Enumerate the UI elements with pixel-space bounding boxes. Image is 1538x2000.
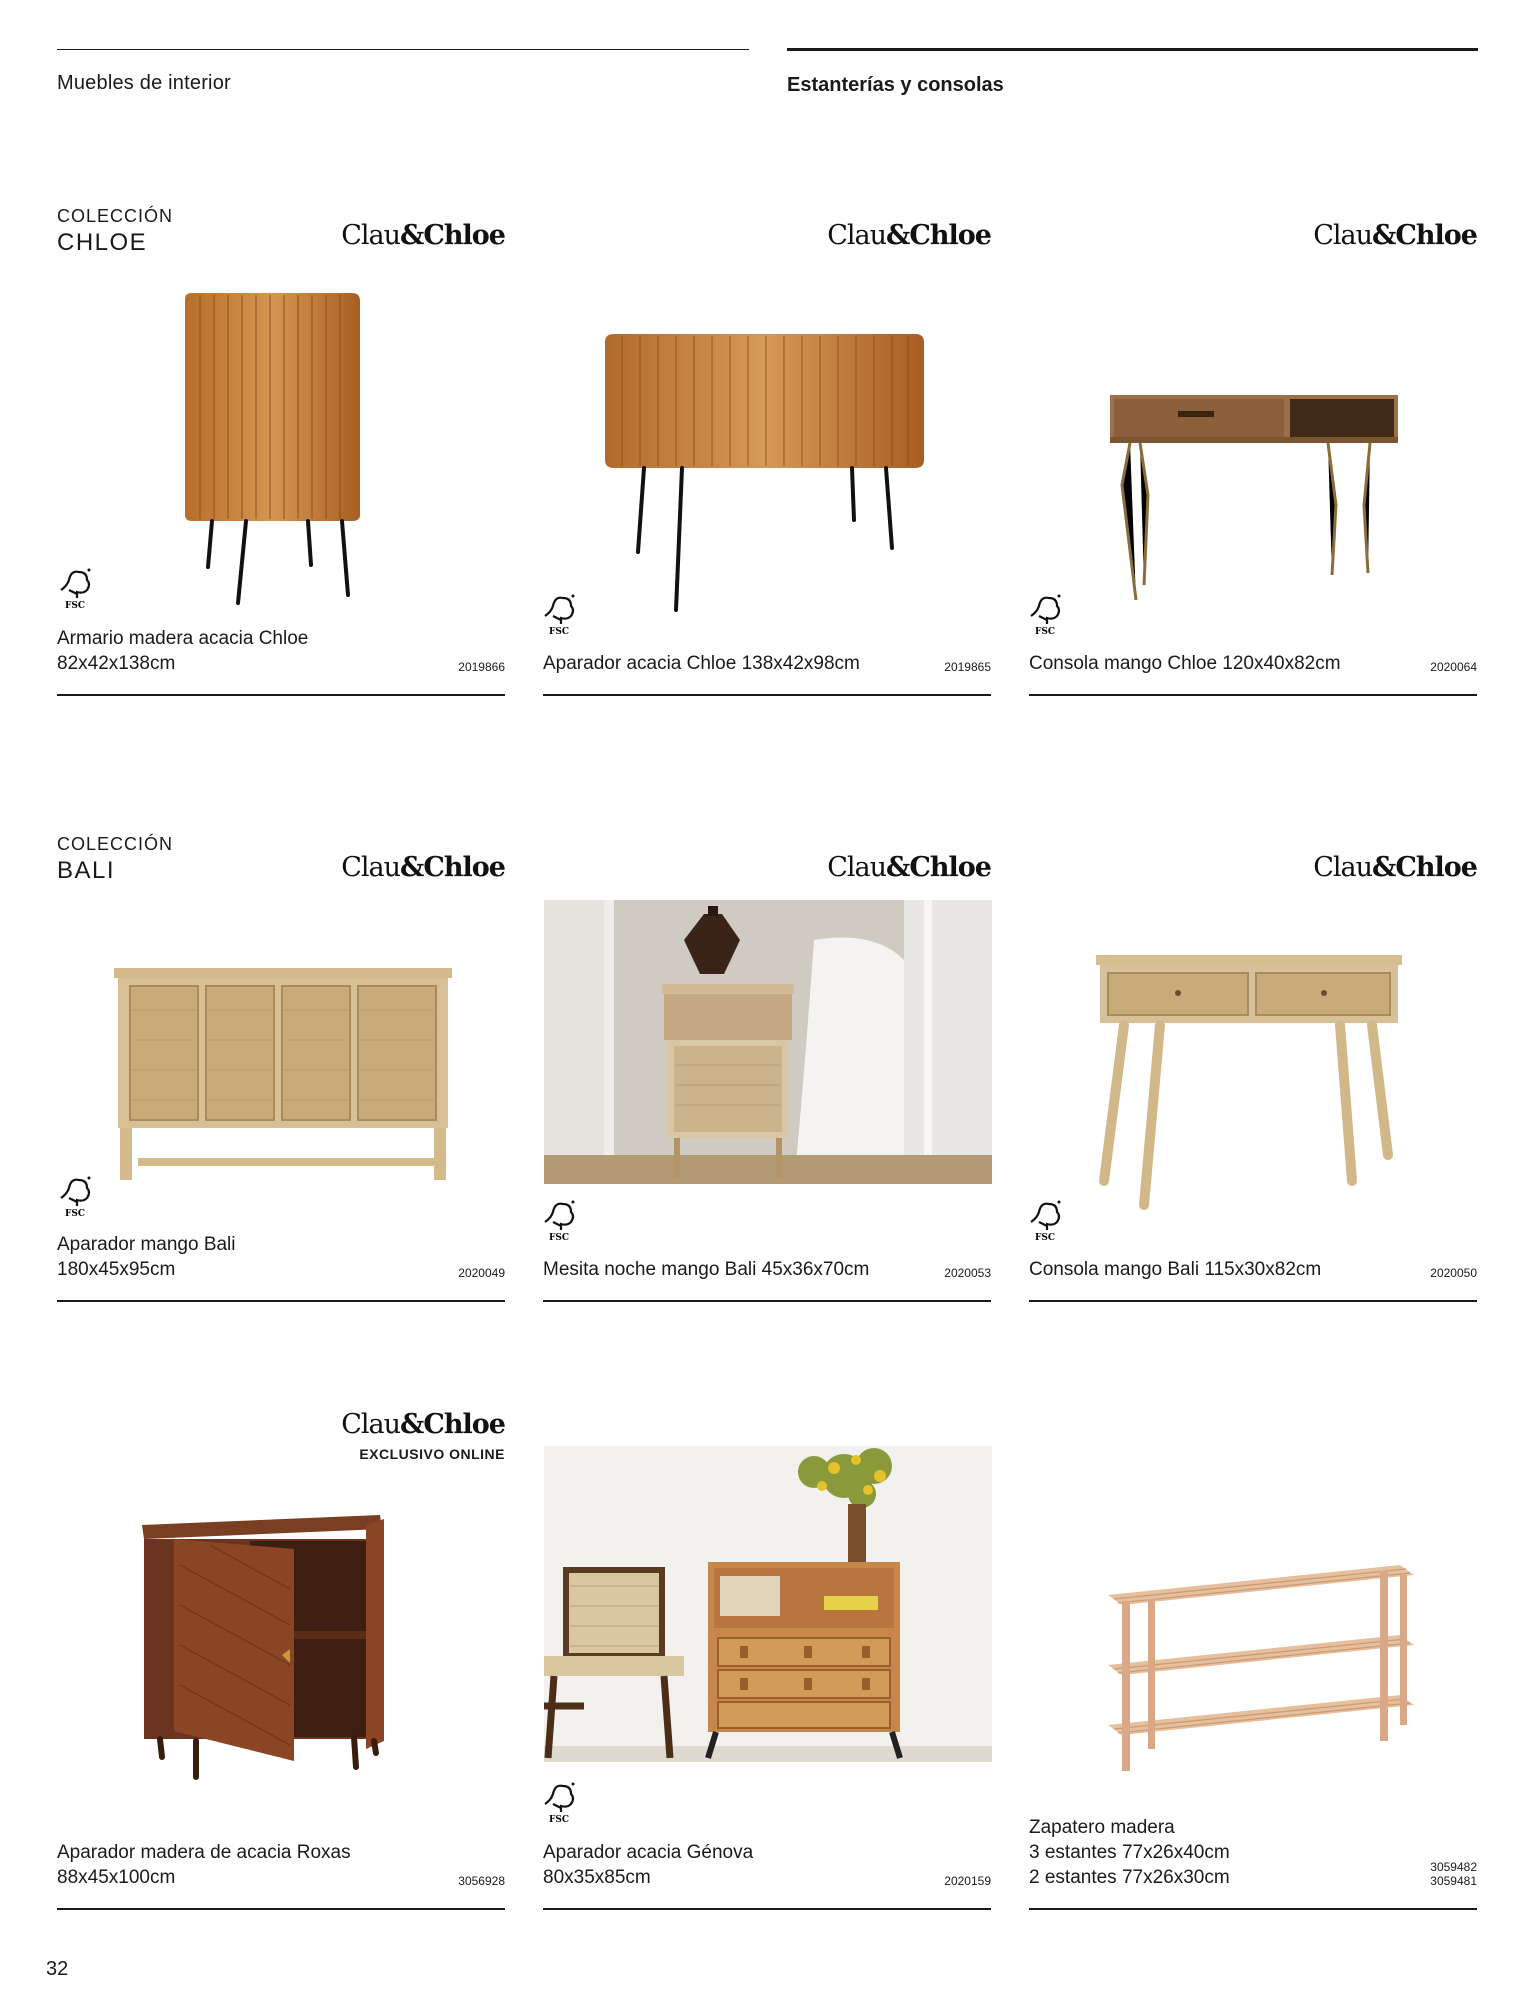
product-name: Mesita noche mango Bali 45x36x70cm <box>543 1259 870 1280</box>
brand-logo: Clau&Chloe <box>827 220 991 251</box>
brand-logo: Clau&Chloe <box>827 852 991 883</box>
section-title: Muebles de interior <box>57 72 231 94</box>
product-name: Aparador mango Bali 180x45x95cm <box>57 1234 236 1280</box>
product-caption <box>1029 620 1477 696</box>
divider <box>57 694 505 696</box>
svg-text:FSC: FSC <box>548 627 570 636</box>
header-rule-right <box>787 48 1478 51</box>
divider <box>543 1908 991 1910</box>
product-caption <box>57 620 505 696</box>
product-reference: 3059482 3059481 <box>1430 1860 1477 1888</box>
product-reference: 2020159 <box>944 1874 991 1888</box>
product-name: Zapatero madera 3 estantes 77x26x40cm 2 estantes 77x26x30cm <box>1029 1817 1230 1888</box>
product-reference: 2020053 <box>944 1266 991 1280</box>
collection-bali-label <box>57 834 173 885</box>
product-reference: 3056928 <box>458 1874 505 1888</box>
divider <box>1029 1908 1477 1910</box>
divider <box>543 694 991 696</box>
svg-text:FSC: FSC <box>64 601 86 610</box>
product-image-zapatero <box>1100 1555 1420 1785</box>
brand-logo: Clau&Chloe <box>341 1409 505 1440</box>
svg-text:FSC: FSC <box>548 1815 570 1824</box>
fsc-icon <box>541 1780 577 1824</box>
product-caption <box>1029 1810 1477 1910</box>
subsection-title: Estanterías y consolas <box>787 74 1004 96</box>
header-rule-left <box>57 49 749 50</box>
product-caption <box>1029 1226 1477 1302</box>
product-caption <box>543 620 991 696</box>
product-reference: 2019865 <box>944 660 991 674</box>
product-reference: 2019866 <box>458 660 505 674</box>
product-name: Armario madera acacia Chloe 82x42x138cm <box>57 628 309 674</box>
collection-chloe-label <box>57 206 173 257</box>
svg-text:FSC: FSC <box>548 1233 570 1242</box>
product-caption <box>57 1226 505 1302</box>
divider <box>1029 1300 1477 1302</box>
collection-kicker: COLECCIÓN <box>57 206 174 226</box>
brand-logo: Clau&Chloe <box>341 852 505 883</box>
product-name: Aparador acacia Chloe 138x42x98cm <box>543 653 860 674</box>
product-photo-mesita-bali <box>544 900 992 1184</box>
divider <box>57 1300 505 1302</box>
fsc-icon <box>57 1174 93 1218</box>
product-photo-aparador-genova <box>544 1446 992 1762</box>
divider <box>1029 694 1477 696</box>
svg-text:FSC: FSC <box>1034 627 1056 636</box>
product-name: Consola mango Chloe 120x40x82cm <box>1029 653 1341 674</box>
product-caption <box>57 1834 505 1910</box>
page-number: 32 <box>46 1958 69 1980</box>
collection-name: CHLOE <box>57 229 148 256</box>
product-caption <box>543 1834 991 1910</box>
product-image-aparador-roxas <box>130 1505 410 1785</box>
product-image-aparador-bali <box>108 950 458 1190</box>
product-name: Aparador madera de acacia Roxas 88x45x100cm <box>57 1842 351 1888</box>
product-name: Consola mango Bali 115x30x82cm <box>1029 1259 1322 1280</box>
fsc-icon <box>57 566 93 610</box>
product-reference: 2020064 <box>1430 660 1477 674</box>
svg-text:FSC: FSC <box>64 1209 86 1218</box>
divider <box>57 1908 505 1910</box>
product-image-armario-chloe <box>130 275 440 615</box>
collection-name: BALI <box>57 857 116 884</box>
product-caption <box>543 1226 991 1302</box>
product-image-aparador-chloe <box>580 320 940 620</box>
product-name: Aparador acacia Génova 80x35x85cm <box>543 1842 754 1888</box>
product-image-consola-bali <box>1090 945 1410 1215</box>
product-reference: 2020049 <box>458 1266 505 1280</box>
svg-text:FSC: FSC <box>1034 1233 1056 1242</box>
brand-logo: Clau&Chloe <box>1313 220 1477 251</box>
exclusive-online-tag: EXCLUSIVO ONLINE <box>359 1446 505 1462</box>
collection-kicker: COLECCIÓN <box>57 834 174 854</box>
product-image-consola-chloe <box>1100 385 1410 615</box>
divider <box>543 1300 991 1302</box>
brand-logo: Clau&Chloe <box>1313 852 1477 883</box>
brand-logo: Clau&Chloe <box>341 220 505 251</box>
product-reference: 2020050 <box>1430 1266 1477 1280</box>
